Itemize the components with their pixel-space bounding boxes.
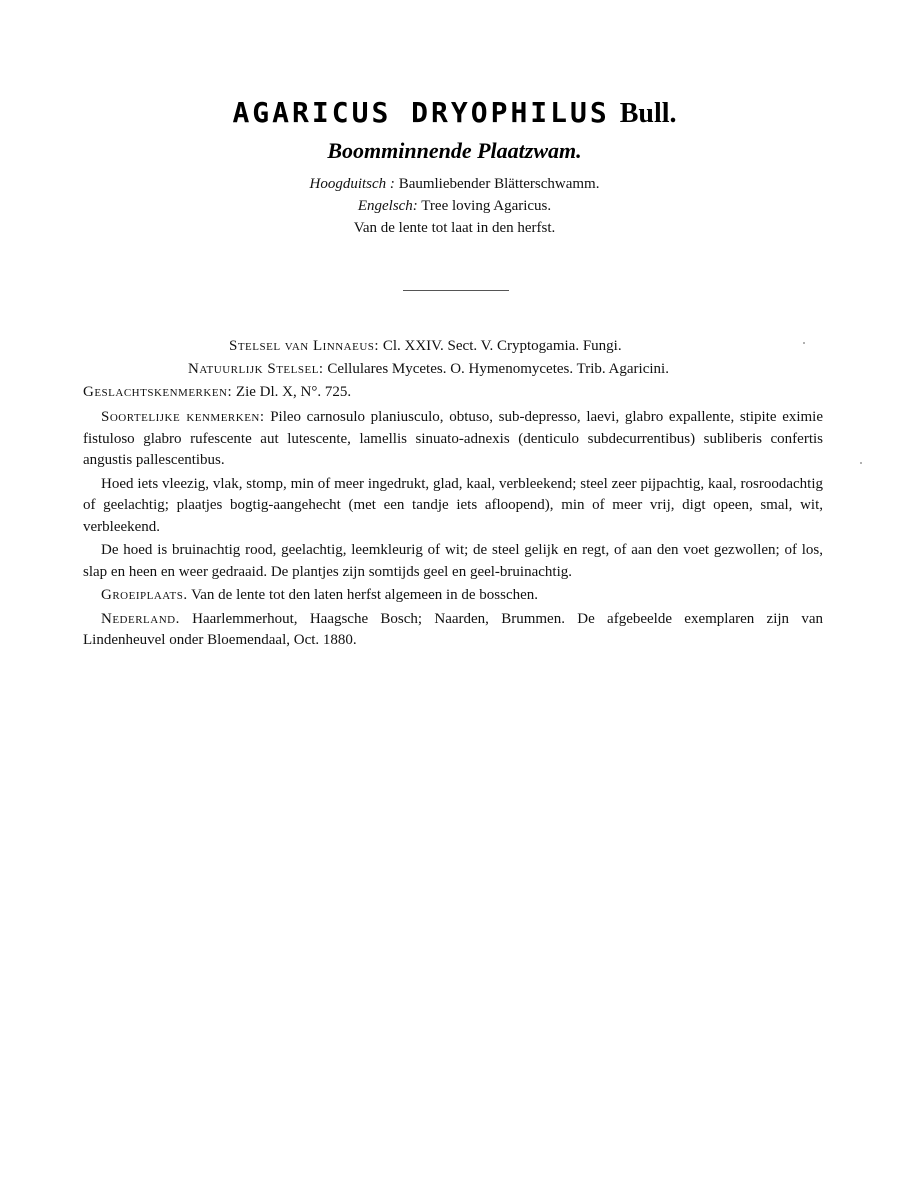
locality-paragraph bbox=[83, 609, 823, 652]
genus-label: Geslachtskenmerken: bbox=[83, 384, 233, 400]
locality-label: Nederland. bbox=[101, 610, 180, 627]
habitat-paragraph bbox=[83, 585, 823, 607]
german-name-line bbox=[0, 176, 909, 193]
genus-text: Zie Dl. X, N°. 725. bbox=[235, 384, 352, 400]
natural-system-line bbox=[188, 361, 669, 378]
german-name: Baumliebender Blätterschwamm. bbox=[398, 176, 600, 192]
season-line: Van de lente tot laat in den herfst. bbox=[353, 220, 556, 236]
natural-text: Cellulares Mycetes. O. Hymenomycetes. Trib. Agaricini. bbox=[327, 361, 669, 377]
linnaeus-label: Stelsel van Linnaeus: bbox=[229, 338, 380, 354]
english-name: Tree loving Agaricus. bbox=[421, 198, 552, 214]
species-text: Pileo carnosulo planiusculo, obtuso, sub-depresso, laevi, glabro expallente, stipite eximie fistuloso glabro rufescente aut lutescente, lamellis sinuato-adnexis (denticulo subdecurrentibus) subliberis confertis angustis pallescentibus. bbox=[83, 409, 824, 468]
genus-characteristics-line bbox=[83, 384, 351, 401]
natural-label: Natuurlijk Stelsel: bbox=[188, 361, 324, 377]
linnaeus-text: Cl. XXIV. Sect. V. Cryptogamia. Fungi. bbox=[382, 338, 622, 354]
species-name: AGARICUS DRYOPHILUS bbox=[232, 96, 610, 129]
description-paragraph-2: De hoed is bruinachtig rood, geelachtig, leemkleurig of wit; de steel gelijk en regt, of aan den voet gezwollen; of los, slap en heen en weer gedraaid. De plantjes zijn somtijds geel en geel-bruinachtig. bbox=[83, 542, 823, 580]
dutch-common-name: Boomminnende Plaatzwam. bbox=[327, 138, 582, 163]
linnaeus-system-line bbox=[229, 338, 622, 355]
description-paragraph-1: Hoed iets vleezig, vlak, stomp, min of meer ingedrukt, glad, kaal, verbleekend; steel zeer pijpachtig, kaal, rosroodachtig of geelachtig; plaatjes bogtig-aangehecht (met een tandje iets afloopend), min of meer vrij, digt opeen, smal, wit, verbleekend. bbox=[83, 475, 823, 535]
section-divider bbox=[403, 290, 509, 291]
habitat-text: Van de lente tot den laten herfst algemeen in de bosschen. bbox=[191, 587, 539, 603]
species-label: Soortelijke kenmerken: bbox=[101, 409, 265, 425]
habitat-label: Groeiplaats. bbox=[101, 587, 188, 603]
english-name-line bbox=[0, 198, 909, 215]
english-label: Engelsch: bbox=[357, 198, 418, 214]
locality-text: Haarlemmerhout, Haagsche Bosch; Naarden, Brummen. De afgebeelde exemplaren zijn van Lindenheuvel onder Bloemendaal, Oct. 1880. bbox=[83, 610, 823, 648]
description-body bbox=[83, 407, 823, 654]
german-label: Hoogduitsch : bbox=[309, 176, 395, 192]
species-author: Bull. bbox=[619, 98, 677, 129]
species-title bbox=[0, 96, 909, 130]
paper-speck bbox=[803, 342, 805, 344]
species-characteristics-paragraph bbox=[83, 407, 823, 472]
paper-speck bbox=[860, 462, 862, 464]
